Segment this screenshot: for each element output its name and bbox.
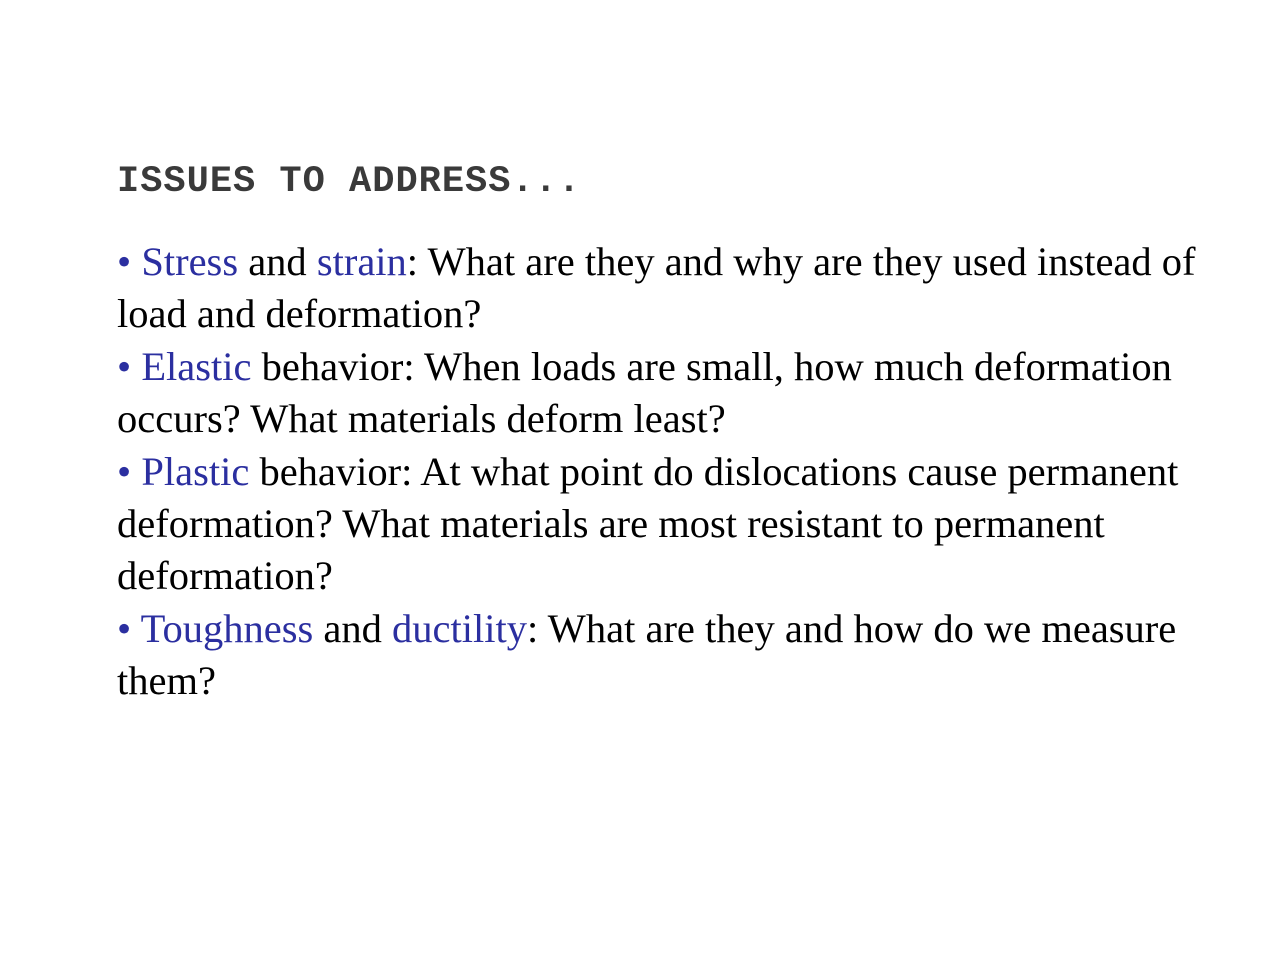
- item-text: behavior: When loads are small, how much deformation occurs? What materials deform least?: [117, 343, 1172, 442]
- connector-text: and: [238, 239, 317, 284]
- term-ductility: ductility: [392, 605, 527, 651]
- bullet-list: [117, 236, 1237, 708]
- item-text: behavior: At what point do dislocations cause permanent deformation? What materials are most resistant to permanent deformation?: [117, 448, 1179, 599]
- item-text: : What are they and why are they used instead of load and deformation?: [117, 239, 1196, 337]
- item-text: : What are they and how do we measure them?: [117, 605, 1177, 704]
- bullet-item-plastic: [117, 446, 1237, 603]
- bullet-item-toughness-ductility: [117, 603, 1237, 708]
- term-toughness: Toughness: [140, 605, 314, 651]
- bullet-item-stress-strain: [117, 236, 1237, 341]
- bullet-icon: •: [117, 239, 132, 284]
- slide-heading: ISSUES TO ADDRESS...: [117, 161, 582, 203]
- term-elastic: Elastic: [141, 343, 252, 389]
- bullet-icon: •: [117, 605, 132, 651]
- bullet-icon: •: [117, 448, 132, 494]
- term-stress: Stress: [141, 239, 239, 284]
- term-strain: strain: [316, 239, 407, 284]
- bullet-item-elastic: [117, 341, 1237, 446]
- bullet-icon: •: [117, 343, 132, 389]
- connector-text: and: [313, 605, 392, 651]
- term-plastic: Plastic: [141, 448, 250, 494]
